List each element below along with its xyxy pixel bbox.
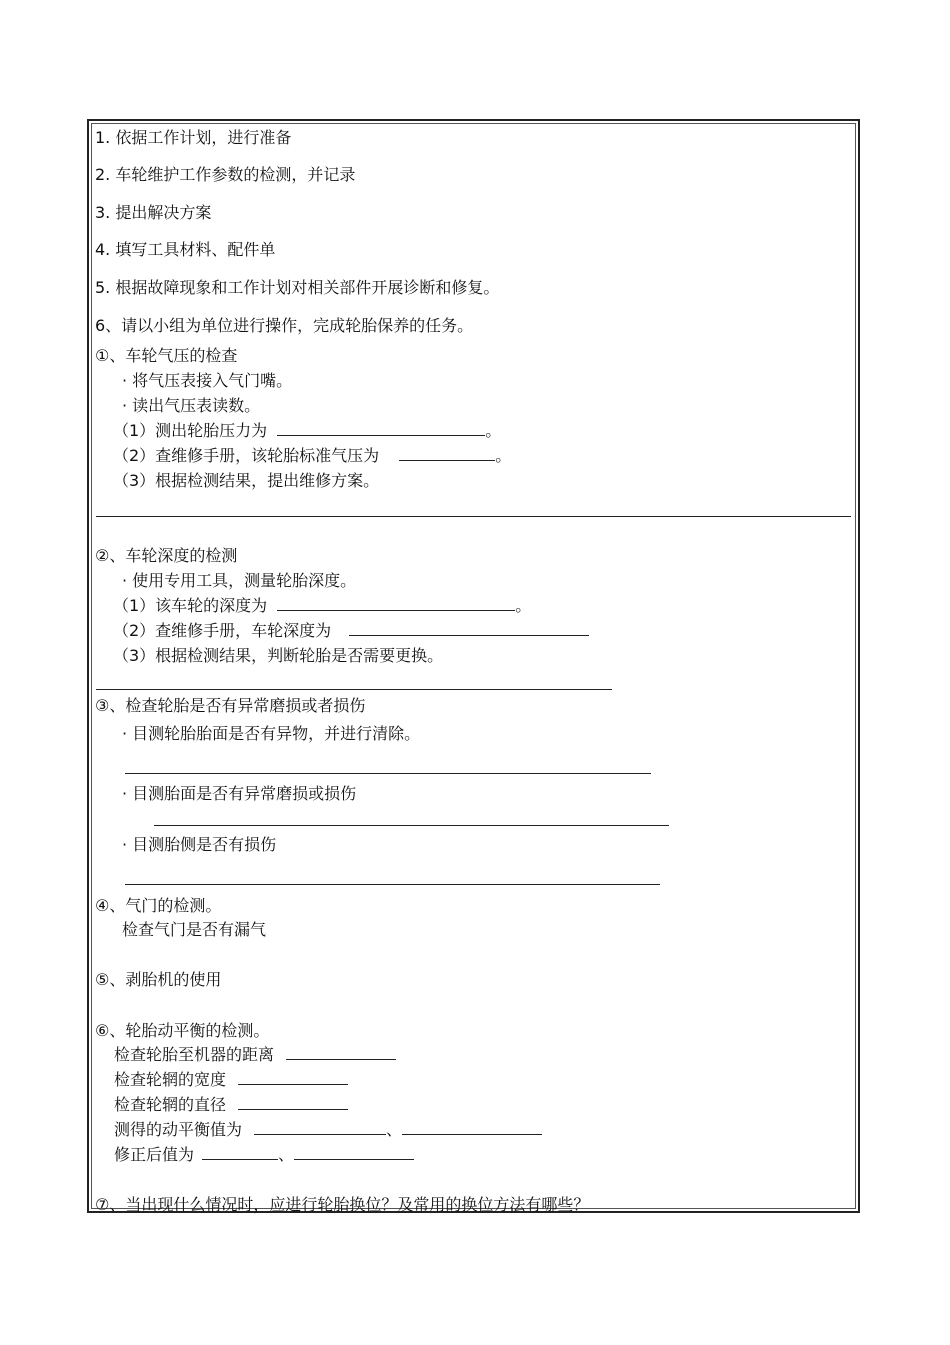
section-3-bullet-3: · 目测胎侧是否有损伤 <box>122 835 277 854</box>
section-6-line-4 <box>114 1120 542 1140</box>
step-5: 5. 根据故障现象和工作计划对相关部件开展诊断和修复。 <box>95 278 500 297</box>
section-6-line-3 <box>114 1095 348 1115</box>
section-4-title: ④、气门的检测。 <box>95 896 222 915</box>
period: 。 <box>485 421 502 440</box>
section-1-item-3: （3）根据检测结果，提出维修方案。 <box>113 471 380 490</box>
corrected-value-blank-1[interactable] <box>202 1145 278 1160</box>
rim-diameter-label: 检查轮辋的直径 <box>114 1095 227 1114</box>
step-2: 2. 车轮维护工作参数的检测，并记录 <box>95 165 356 184</box>
step-1: 1. 依据工作计划，进行准备 <box>95 128 292 147</box>
section-2-bullet-1: · 使用专用工具，测量轮胎深度。 <box>122 571 357 590</box>
standard-depth-blank[interactable] <box>349 621 589 636</box>
rim-diameter-blank[interactable] <box>238 1095 348 1110</box>
period: 。 <box>495 446 512 465</box>
tread-depth-blank[interactable] <box>277 596 515 611</box>
separator: 、 <box>278 1145 295 1164</box>
section-2-item-2-label: （2）查维修手册，车轮深度为 <box>113 621 332 640</box>
section-2-title: ②、车轮深度的检测 <box>95 546 238 565</box>
section-2-item-1-label: （1）该车轮的深度为 <box>113 596 268 615</box>
rim-width-blank[interactable] <box>238 1070 348 1085</box>
section-6-line-2 <box>114 1070 348 1090</box>
section-3-answer-line-2[interactable] <box>154 825 669 826</box>
section-6-line-5 <box>114 1145 414 1165</box>
section-1-item-2 <box>113 446 511 466</box>
tire-pressure-blank[interactable] <box>277 421 485 436</box>
balance-value-blank-1[interactable] <box>254 1120 386 1135</box>
step-6: 6、请以小组为单位进行操作，完成轮胎保养的任务。 <box>95 316 474 335</box>
machine-distance-label: 检查轮胎至机器的距离 <box>114 1045 275 1064</box>
section-1-item-1-label: （1）测出轮胎压力为 <box>113 421 268 440</box>
section-3-bullet-1: · 目测轮胎胎面是否有异物，并进行清除。 <box>122 724 421 743</box>
section-3-bullet-2: · 目测胎面是否有异常磨损或损伤 <box>122 784 357 803</box>
section-1-item-2-label: （2）查维修手册，该轮胎标准气压为 <box>113 446 380 465</box>
section-2-item-1 <box>113 596 531 616</box>
section-7-title: ⑦、当出现什么情况时，应进行轮胎换位？及常用的换位方法有哪些？ <box>95 1195 590 1214</box>
step-3: 3. 提出解决方案 <box>95 203 212 222</box>
rim-width-label: 检查轮辋的宽度 <box>114 1070 227 1089</box>
section-1-bullet-1: · 将气压表接入气门嘴。 <box>122 371 293 390</box>
section-1-title: ①、车轮气压的检查 <box>95 346 238 365</box>
period: 。 <box>515 596 532 615</box>
section-3-title: ③、检查轮胎是否有异常磨损或者损伤 <box>95 696 366 715</box>
section-4-line: 检查气门是否有漏气 <box>122 920 267 939</box>
step-4: 4. 填写工具材料、配件单 <box>95 240 276 259</box>
section-2-item-2 <box>113 621 589 641</box>
corrected-value-blank-2[interactable] <box>294 1145 414 1160</box>
standard-pressure-blank[interactable] <box>399 446 495 461</box>
separator: 、 <box>386 1120 403 1139</box>
section-3-answer-line-3[interactable] <box>125 884 660 885</box>
machine-distance-blank[interactable] <box>286 1045 396 1060</box>
section-1-bullet-2: · 读出气压表读数。 <box>122 396 261 415</box>
section-6-title: ⑥、轮胎动平衡的检测。 <box>95 1021 270 1040</box>
section-2-answer-line[interactable] <box>96 689 612 690</box>
section-6-line-1 <box>114 1045 396 1065</box>
section-5-title: ⑤、剥胎机的使用 <box>95 970 222 989</box>
section-1-item-1 <box>113 421 501 441</box>
section-3-answer-line-1[interactable] <box>125 773 651 774</box>
balance-value-blank-2[interactable] <box>402 1120 542 1135</box>
corrected-value-label: 修正后值为 <box>114 1145 195 1164</box>
balance-value-label: 测得的动平衡值为 <box>114 1120 243 1139</box>
section-1-answer-line[interactable] <box>96 516 851 517</box>
section-2-item-3: （3）根据检测结果，判断轮胎是否需要更换。 <box>113 646 444 665</box>
